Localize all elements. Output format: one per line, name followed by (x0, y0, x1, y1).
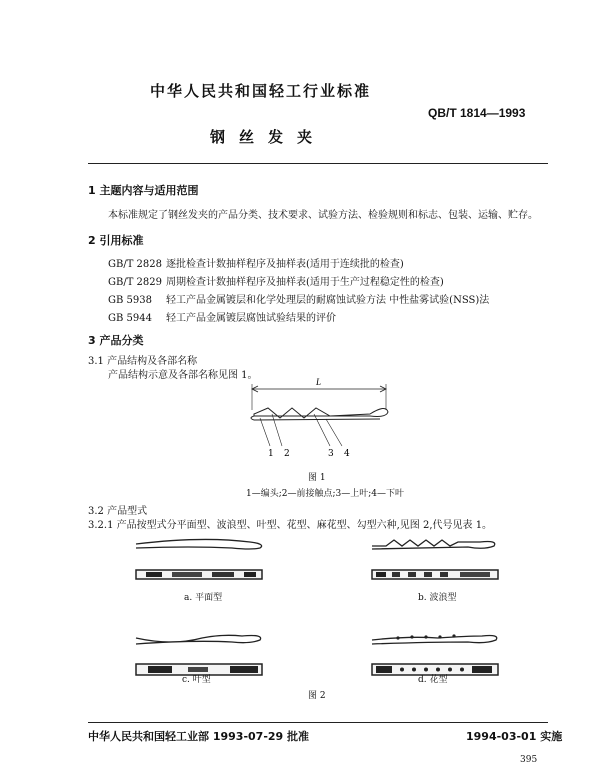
page-number: 395 (520, 755, 538, 765)
document-title: 钢丝发夹 (210, 128, 327, 146)
section-2-heading: 2 引用标准 (88, 234, 144, 247)
reference-code: GB/T 2828 (108, 259, 163, 270)
figure-1-title: 图 1 (308, 473, 326, 483)
reference-code: GB/T 2829 (108, 277, 163, 288)
header-rule (88, 163, 548, 164)
reference-item (108, 309, 336, 324)
footer-rule (88, 722, 548, 723)
flat-type-clip-drawing (132, 534, 272, 586)
section-3-2-heading: 3.2 产品型式 (88, 506, 148, 517)
section-3-2-1-body: 3.2.1 产品按型式分平面型、波浪型、叶型、花型、麻花型、勾型六种,见图 2,代号见表 1。 (88, 520, 493, 531)
caption-leaf-type: c. 叶型 (182, 675, 211, 685)
section-1-body: 本标准规定了钢丝发夹的产品分类、技术要求、试验方法、检验规则和标志、包装、运输、贮存。 (108, 210, 538, 221)
figure-1-legend: 1—编头;2—前接触点;3—上叶;4—下叶 (246, 489, 405, 499)
caption-flower-type: d. 花型 (418, 675, 448, 685)
standard-number: QB/T 1814—1993 (428, 106, 526, 120)
reference-title: 轻工产品金属镀层腐蚀试验结果的评价 (166, 313, 336, 324)
reference-code: GB 5938 (108, 295, 152, 306)
caption-flat-type: a. 平面型 (184, 593, 223, 603)
issuing-body-title: 中华人民共和国轻工行业标准 (150, 82, 372, 100)
approval-statement: 中华人民共和国轻工业部 1993-07-29 批准 (88, 730, 310, 743)
reference-code: GB 5944 (108, 313, 152, 324)
dimension-label: L (316, 377, 322, 387)
section-3-1-body: 产品结构示意及各部名称见图 1。 (108, 370, 258, 381)
part-number: 1 (268, 449, 274, 459)
part-number: 4 (344, 449, 350, 459)
implementation-date: 1994-03-01 实施 (466, 730, 563, 743)
section-1-heading: 1 主题内容与适用范围 (88, 184, 199, 197)
part-number: 3 (328, 449, 334, 459)
reference-item (108, 273, 444, 288)
part-number: 2 (284, 449, 290, 459)
hair-clip-drawing (251, 408, 388, 420)
reference-title: 周期检查计数抽样程序及抽样表(适用于生产过程稳定性的检查) (166, 277, 444, 288)
wave-type-clip-drawing (368, 534, 508, 586)
reference-title: 轻工产品金属镀层和化学处理层的耐腐蚀试验方法 中性盐雾试验(NSS)法 (166, 295, 490, 306)
figure-1-diagram (230, 374, 410, 466)
reference-item (108, 255, 404, 270)
reference-item (108, 291, 489, 306)
caption-wave-type: b. 波浪型 (418, 593, 457, 603)
figure-2-title: 图 2 (308, 691, 326, 701)
section-3-1-heading: 3.1 产品结构及各部名称 (88, 356, 198, 367)
section-3-heading: 3 产品分类 (88, 334, 144, 347)
reference-title: 逐批检查计数抽样程序及抽样表(适用于连续批的检查) (166, 259, 404, 270)
